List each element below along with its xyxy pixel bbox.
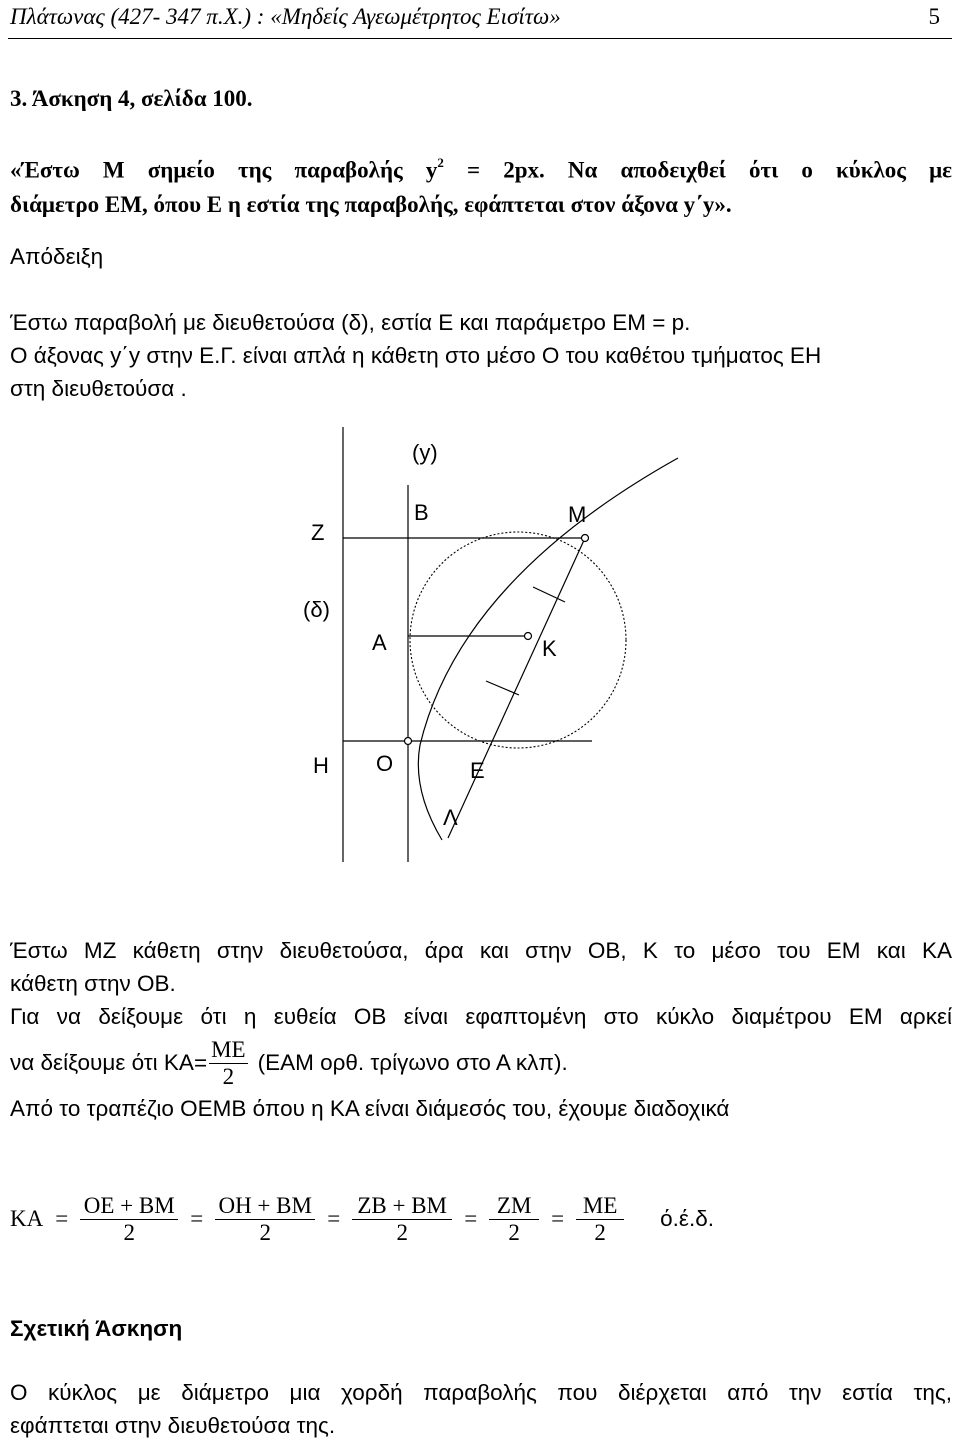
- related-line-2: εφάπτεται στην διευθετούσα της.: [10, 1413, 336, 1438]
- equation-fraction-1: $\frac{OE + BM}{2}$: [80, 1193, 178, 1246]
- point-k-marker: [525, 633, 532, 640]
- proof-line-3: στη διευθετούσα .: [10, 376, 187, 401]
- related-line-1: Ο κύκλος με διάμετρο μια χορδή παραβολής που διέρχεται από την εστία της,: [10, 1380, 952, 1405]
- label-l: Λ: [443, 805, 458, 830]
- reasoning-line-4-end: (ΕΑΜ ορθ. τρίγωνο στο Α κλπ).: [257, 1050, 568, 1075]
- equation-fraction-5: $\frac{ME}{2}$: [576, 1193, 624, 1246]
- statement-line-2: διάμετρο ΕΜ, όπου Ε η εστία της παραβολής, εφάπτεται στον άξονα y΄y».: [10, 191, 732, 217]
- label-m: Μ: [568, 502, 587, 527]
- equation-fraction-3: $\frac{ZB + BM}{2}$: [352, 1193, 452, 1246]
- proof-line-2: Ο άξονας y΄y στην Ε.Γ. είναι απλά η κάθετη στο μέσο Ο του καθέτου τμήματος ΕΗ: [10, 343, 822, 368]
- reasoning-block: [10, 934, 952, 1033]
- line-em: [448, 538, 585, 838]
- label-directrix: (δ): [303, 597, 330, 622]
- proof-heading: Απόδειξη: [10, 244, 104, 269]
- fraction-denominator: 2: [222, 1063, 235, 1089]
- reasoning-line-1: Έστω ΜΖ κάθετη στην διευθετούσα, άρα και στην ΟΒ, Κ το μέσο του ΕΜ και ΚΑ: [10, 938, 952, 963]
- related-heading: Σχετική Άσκηση: [10, 1316, 183, 1341]
- equals-sign: =: [551, 1206, 565, 1231]
- tick-mark-2: [486, 681, 519, 695]
- equals-sign: =: [464, 1206, 478, 1231]
- header-title: Πλάτωνας (427- 347 π.Χ.) : «Μηδείς Αγεωμέτρητος Εισίτω»: [10, 4, 561, 29]
- reasoning-line-2: κάθετη στην ΟΒ.: [10, 971, 176, 996]
- label-b: Β: [414, 500, 429, 525]
- circle-diameter-em: [410, 532, 626, 748]
- equation-lhs: ΚΑ: [10, 1206, 44, 1231]
- label-a: Α: [372, 630, 387, 655]
- reasoning-line-4: [10, 1033, 568, 1093]
- tick-mark-1: [533, 587, 565, 602]
- label-h: Η: [313, 753, 329, 778]
- equation-chain: [10, 1186, 714, 1252]
- reasoning-line-4-start: να δείξουμε ότι ΚΑ=: [10, 1050, 208, 1075]
- label-o: Ο: [376, 751, 394, 776]
- equals-sign: =: [55, 1206, 69, 1231]
- page-number: 5: [928, 4, 940, 29]
- proof-line-1: Έστω παραβολή με διευθετούσα (δ), εστία Ε και παράμετρο ΕΜ = p.: [10, 310, 691, 335]
- statement-line-1: «Έστω Μ σημείο της παραβολής $y^2 = 2px$. Να αποδειχθεί ότι ο κύκλος με: [10, 155, 952, 183]
- equals-sign: =: [190, 1206, 204, 1231]
- qed-mark: ό.έ.δ.: [660, 1206, 714, 1231]
- equation-fraction-2: $\frac{OH + BM}{2}$: [215, 1193, 315, 1246]
- label-k: Κ: [542, 636, 557, 661]
- related-body: [10, 1376, 952, 1442]
- reasoning-line-3: Για να δείξουμε ότι η ευθεία ΟΒ είναι εφαπτομένη στο κύκλο διαμέτρου ΕΜ αρκεί: [10, 1004, 952, 1029]
- label-e: Ε: [470, 758, 485, 783]
- fraction-me-over-2: [209, 1037, 248, 1090]
- equation-fraction-4: $\frac{ZM}{2}$: [489, 1193, 539, 1246]
- point-o-marker: [405, 738, 412, 745]
- label-z: Ζ: [311, 520, 325, 545]
- equals-sign: =: [327, 1206, 341, 1231]
- fraction-numerator: ΜΕ: [211, 1036, 246, 1062]
- exercise-heading: 3. Άσκηση 4, σελίδα 100.: [10, 86, 253, 111]
- reasoning-line-5: Από το τραπέζιο ΟΕΜΒ όπου η ΚΑ είναι διάμεσός του, έχουμε διαδοχικά: [10, 1096, 730, 1121]
- point-m-marker: [582, 535, 589, 542]
- label-y-axis: (y): [412, 440, 438, 465]
